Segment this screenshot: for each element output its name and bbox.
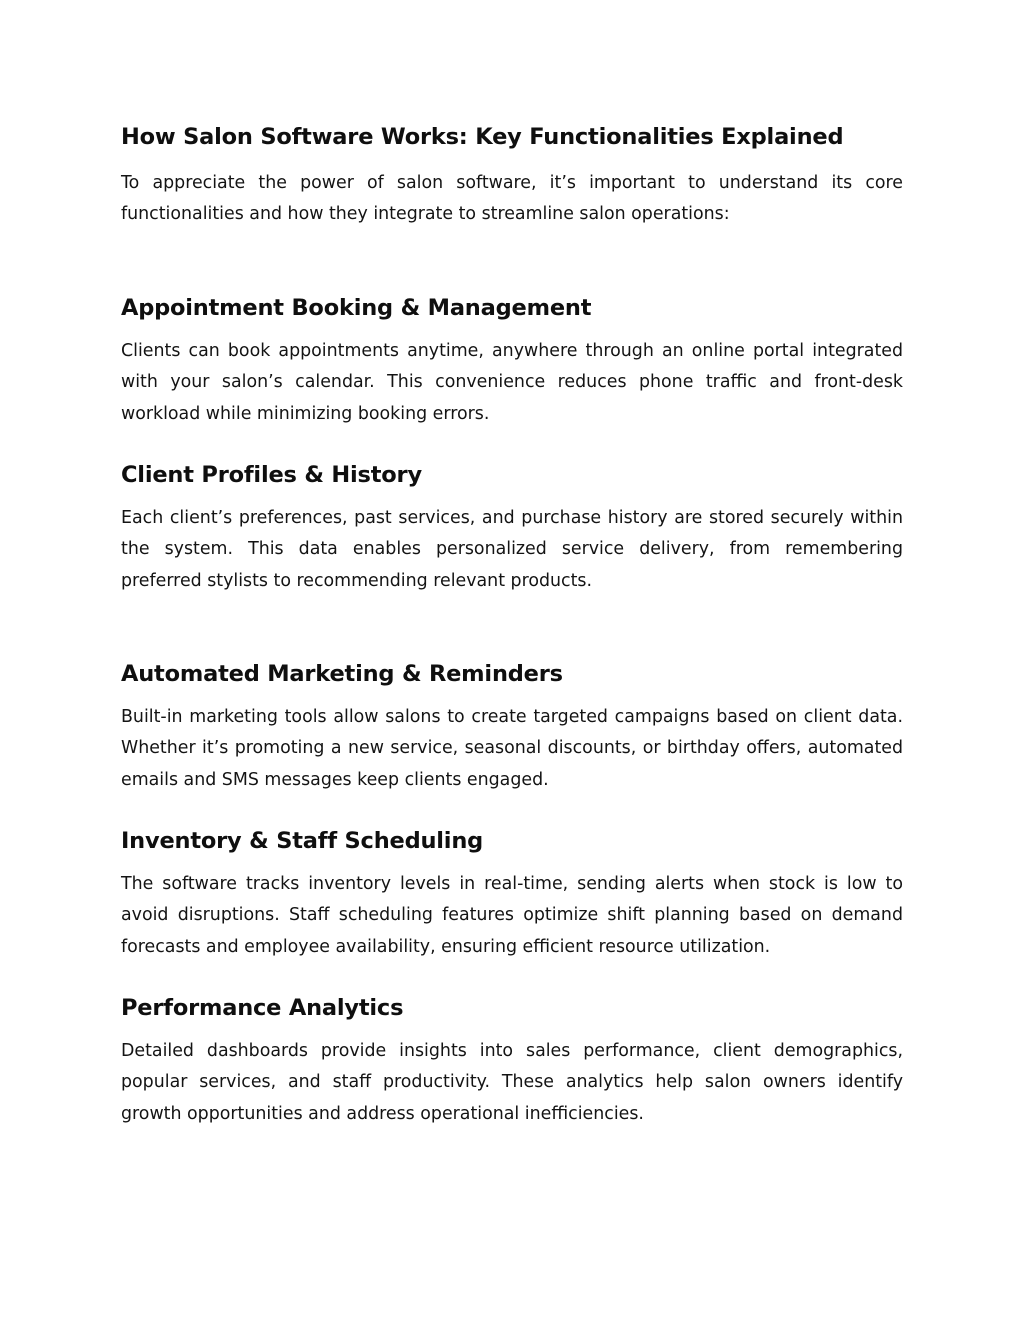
section-performance-analytics xyxy=(121,993,903,1130)
section-heading: Client Profiles & History xyxy=(121,462,422,488)
section-automated-marketing xyxy=(121,659,903,796)
section-heading: Performance Analytics xyxy=(121,995,404,1021)
section-paragraph: Each client’s preferences, past services, and purchase history are stored securely within the system. This data enables personalized service delivery, from remembering preferred stylists to recommending relevant products. xyxy=(121,508,903,591)
section-heading: Automated Marketing & Reminders xyxy=(121,661,563,687)
section-paragraph: Detailed dashboards provide insights into sales performance, client demographics, popular services, and staff productivity. These analytics help salon owners identify growth opportunities and address operational inefficiencies. xyxy=(121,1041,903,1124)
section-appointment-booking xyxy=(121,293,903,430)
section-paragraph: Clients can book appointments anytime, anywhere through an online portal integrated with your salon’s calendar. This convenience reduces phone traffic and front-desk workload while minimizing booking errors. xyxy=(121,341,903,424)
page-title: How Salon Software Works: Key Functionalities Explained xyxy=(121,124,844,150)
section-client-profiles xyxy=(121,460,903,597)
intro-section xyxy=(121,122,903,231)
section-heading: Appointment Booking & Management xyxy=(121,295,592,321)
section-paragraph: The software tracks inventory levels in real-time, sending alerts when stock is low to avoid disruptions. Staff scheduling features optimize shift planning based on demand forecasts and employee availability, ensuring efficient resource utilization. xyxy=(121,874,903,957)
section-heading: Inventory & Staff Scheduling xyxy=(121,828,484,854)
section-paragraph: Built-in marketing tools allow salons to create targeted campaigns based on client data. Whether it’s promoting a new service, seasonal discounts, or birthday offers, automated emails and SMS messages keep clients engaged. xyxy=(121,707,903,790)
section-inventory-staff xyxy=(121,826,903,963)
intro-paragraph: To appreciate the power of salon software, it’s important to understand its core functionalities and how they integrate to streamline salon operations: xyxy=(121,173,903,225)
